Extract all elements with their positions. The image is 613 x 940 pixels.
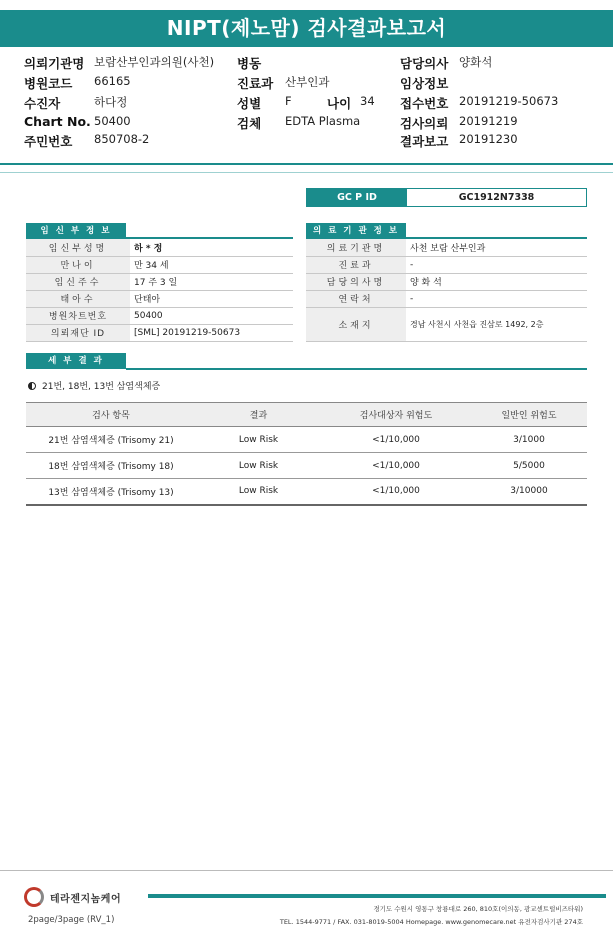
row-key: 임신부성명 xyxy=(26,239,130,256)
details-tab: 세 부 결 과 xyxy=(26,353,126,369)
row-key: 담당의사명 xyxy=(306,273,406,290)
table-row xyxy=(306,273,587,290)
hospital-label: 의뢰기관명 xyxy=(24,56,85,71)
details-subtitle xyxy=(28,379,160,392)
specimen-value: EDTA Plasma xyxy=(285,114,361,128)
header-divider-thin xyxy=(0,172,613,173)
age-value: 34 xyxy=(360,94,375,108)
table-row xyxy=(306,290,587,307)
ssn-label: 주민번호 xyxy=(24,134,73,149)
pregnancy-info-table xyxy=(26,239,293,342)
test-result: Low Risk xyxy=(196,479,321,505)
subject-risk: <1/10,000 xyxy=(321,453,471,479)
row-value: 단태아 xyxy=(130,290,293,307)
table-row xyxy=(26,324,293,341)
report-header xyxy=(0,52,613,162)
receipt-value: 20191219-50673 xyxy=(459,94,559,108)
hospital-code-label: 병원코드 xyxy=(24,76,73,91)
age-label: 나이 xyxy=(327,96,352,111)
logo-mark-icon xyxy=(24,887,44,907)
results-table xyxy=(26,402,587,506)
sex-value: F xyxy=(285,94,292,108)
general-risk: 3/10000 xyxy=(471,479,587,505)
gc-pid-label: GC P ID xyxy=(307,189,407,206)
dept-label: 진료과 xyxy=(237,76,274,91)
row-value: 하 * 정 xyxy=(130,239,293,256)
row-key: 소재지 xyxy=(306,307,406,341)
sex-label: 성별 xyxy=(237,96,262,111)
row-key: 의뢰재단 ID xyxy=(26,324,130,341)
table-row xyxy=(26,479,587,505)
row-value: [SML] 20191219-50673 xyxy=(130,324,293,341)
footer-accent-bar xyxy=(148,894,606,898)
institution-info-tab: 의 료 기 관 정 보 xyxy=(306,223,406,239)
patient-value: 하다정 xyxy=(94,95,128,109)
row-value: 사천 보람 산부인과 xyxy=(406,239,587,256)
row-value: 만 34 세 xyxy=(130,256,293,273)
hospital-code-value: 66165 xyxy=(94,74,131,88)
test-result: Low Risk xyxy=(196,427,321,453)
specimen-label: 검체 xyxy=(237,116,262,131)
row-key: 의료기관명 xyxy=(306,239,406,256)
row-key: 태아수 xyxy=(26,290,130,307)
table-row xyxy=(26,239,293,256)
subject-risk: <1/10,000 xyxy=(321,479,471,505)
table-row xyxy=(306,239,587,256)
test-name: 13번 삼염색체증 (Trisomy 13) xyxy=(26,479,196,505)
doctor-label: 담당의사 xyxy=(400,56,449,71)
row-value: 경남 사천시 사천읍 진삼로 1492, 2층 xyxy=(406,307,587,341)
table-row xyxy=(26,273,293,290)
general-risk: 3/1000 xyxy=(471,427,587,453)
dept-value: 산부인과 xyxy=(285,75,330,89)
table-row xyxy=(26,256,293,273)
row-key: 만나이 xyxy=(26,256,130,273)
half-circle-icon xyxy=(28,382,36,390)
gc-pid-box xyxy=(306,188,587,207)
company-contact: TEL. 1544-9771 / FAX. 031-8019-5004 Homepage. www.genomecare.net 유전자검사기관 274호 xyxy=(279,918,583,926)
report-title: NIPT(제노맘) 검사결과보고서 xyxy=(0,10,613,47)
gc-pid-value: GC1912N7338 xyxy=(458,192,535,203)
ward-label: 병동 xyxy=(237,56,262,71)
chart-label: Chart No. xyxy=(24,114,91,129)
details-subtitle-text: 21번, 18번, 13번 삼염색체증 xyxy=(42,382,161,392)
table-row xyxy=(26,290,293,307)
row-value: - xyxy=(406,290,587,307)
chart-value: 50400 xyxy=(94,114,131,128)
row-key: 임신주수 xyxy=(26,273,130,290)
request-value: 20191219 xyxy=(459,114,518,128)
clinical-label: 임상정보 xyxy=(400,76,449,91)
table-row xyxy=(306,256,587,273)
row-key: 진료과 xyxy=(306,256,406,273)
row-value: 17 주 3 일 xyxy=(130,273,293,290)
hospital-value: 보람산부인과의원(사천) xyxy=(94,55,215,69)
col-header-result: 결과 xyxy=(196,403,321,427)
subject-risk: <1/10,000 xyxy=(321,427,471,453)
doctor-value: 양화석 xyxy=(459,55,493,69)
company-name: 테라젠지놈케어 xyxy=(50,894,122,905)
institution-info-table xyxy=(306,239,587,342)
header-divider xyxy=(0,163,613,165)
general-risk: 5/5000 xyxy=(471,453,587,479)
page-indicator: 2page/3page (RV_1) xyxy=(28,915,115,925)
row-key: 병원차트번호 xyxy=(26,307,130,324)
table-row xyxy=(26,427,587,453)
pregnancy-info-tab: 임 신 부 정 보 xyxy=(26,223,126,239)
ssn-value: 850708-2 xyxy=(94,132,150,146)
col-header-test: 검사 항목 xyxy=(26,403,196,427)
row-value: 양 화 석 xyxy=(406,273,587,290)
table-row xyxy=(26,453,587,479)
company-address: 경기도 수원시 영통구 창룡대로 260, 810호(이의동, 광교센트럴비즈타워) xyxy=(373,905,583,913)
test-result: Low Risk xyxy=(196,453,321,479)
col-header-general-risk: 일반인 위험도 xyxy=(471,403,587,427)
row-key: 연락처 xyxy=(306,290,406,307)
row-value: - xyxy=(406,256,587,273)
table-row xyxy=(306,307,587,341)
table-row xyxy=(26,307,293,324)
patient-label: 수진자 xyxy=(24,96,61,111)
test-name: 21번 삼염색체증 (Trisomy 21) xyxy=(26,427,196,453)
col-header-subject-risk: 검사대상자 위험도 xyxy=(321,403,471,427)
report-date-value: 20191230 xyxy=(459,132,518,146)
table-header-row xyxy=(26,403,587,427)
footer-divider xyxy=(0,870,613,871)
test-name: 18번 삼염색체증 (Trisomy 18) xyxy=(26,453,196,479)
request-label: 검사의뢰 xyxy=(400,116,449,131)
row-value: 50400 xyxy=(130,307,293,324)
receipt-label: 접수번호 xyxy=(400,96,449,111)
details-line xyxy=(126,368,587,370)
report-date-label: 결과보고 xyxy=(400,134,449,149)
